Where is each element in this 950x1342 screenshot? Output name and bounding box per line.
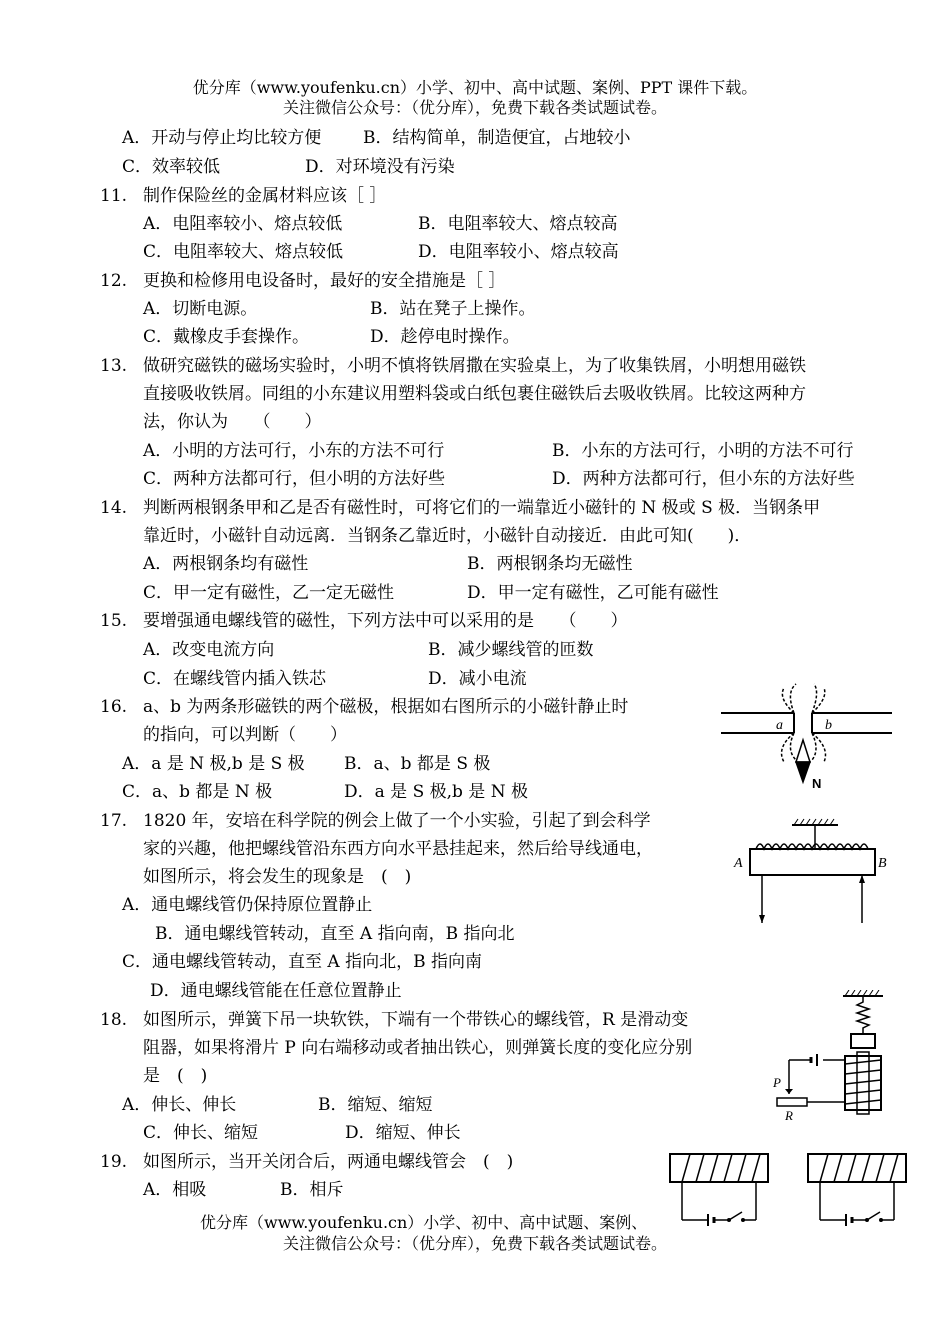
q16-option-b: B．a、b 都是 S 极 (344, 754, 491, 774)
q17-option-b: B．通电螺线管转动，直至 A 指向南，B 指向北 (155, 924, 515, 944)
q18-stem-line-2: 阻器，如果将滑片 P 向右端移动或者抽出铁心，则弹簧长度的变化应分别 (143, 1038, 693, 1058)
q18-option-a: A．伸长、伸长 (122, 1095, 237, 1115)
q14-number: 14. (100, 498, 128, 518)
q10-option-d: D．对环境没有污染 (305, 157, 455, 177)
q15-option-a: A．改变电流方向 (143, 640, 275, 660)
magnet-compass-figure (716, 680, 896, 795)
q10-option-a: A．开动与停止均比较方便 (122, 128, 322, 148)
q16-option-d: D．a 是 S 极,b 是 N 极 (344, 782, 528, 802)
q14-option-a: A．两根钢条均有磁性 (143, 554, 309, 574)
footer-line-1: 优分库（www.youfenku.cn）小学、初中、高中试题、案例、 (200, 1213, 648, 1232)
q14-option-c: C．甲一定有磁性，乙一定无磁性 (143, 583, 395, 603)
q17-stem-line-3: 如图所示，将会发生的现象是 ( ) (143, 867, 412, 887)
q11-option-c: C．电阻率较大、熔点较低 (143, 242, 344, 262)
end-b-label: B (878, 856, 887, 871)
q11-number: 11. (100, 186, 128, 206)
footer-line-2: 关注微信公众号：（优分库），免费下载各类试题试卷。 (282, 1234, 667, 1253)
q18-number: 18. (100, 1010, 128, 1030)
q11-option-d: D．电阻率较小、熔点较高 (418, 242, 619, 262)
q14-stem-line-2: 靠近时，小磁针自动远离．当钢条乙靠近时，小磁针自动接近．由此可知( )． (143, 526, 752, 546)
q14-stem-line-1: 判断两根钢条甲和乙是否有磁性时，可将它们的一端靠近小磁针的 N 极或 S 极．当钢条甲 (143, 498, 821, 518)
q13-option-b: B．小东的方法可行，小明的方法不可行 (552, 441, 854, 461)
pole-b-label: b (825, 718, 832, 733)
q12-option-c: C．戴橡皮手套操作。 (143, 327, 310, 347)
q19-number: 19. (100, 1152, 128, 1172)
q17-number: 17. (100, 811, 128, 831)
q17-option-c: C．通电螺线管转动，直至 A 指向北，B 指向南 (122, 952, 482, 972)
q15-option-d: D．减小电流 (428, 669, 527, 689)
q19-stem: 如图所示，当开关闭合后，两通电螺线管会 ( ) (143, 1152, 514, 1172)
q18-option-b: B．缩短、缩短 (318, 1095, 433, 1115)
header-line-2: 关注微信公众号：（优分库），免费下载各类试题试卷。 (282, 98, 667, 117)
q17-option-a: A．通电螺线管仍保持原位置静止 (122, 895, 373, 915)
q13-stem-line-2: 直接吸收铁屑。同组的小东建议用塑料袋或白纸包裹住磁铁后去吸收铁屑。比较这两种方 (143, 384, 806, 404)
q13-option-d: D．两种方法都可行，但小东的方法好些 (552, 469, 855, 489)
q14-option-d: D．甲一定有磁性，乙可能有磁性 (467, 583, 719, 603)
q11-option-b: B．电阻率较大、熔点较高 (418, 214, 618, 234)
q14-option-b: B．两根钢条均无磁性 (467, 554, 633, 574)
q16-option-a: A．a 是 N 极,b 是 S 极 (122, 754, 305, 774)
q13-number: 13. (100, 356, 128, 376)
q12-option-a: A．切断电源。 (143, 299, 258, 319)
q15-option-c: C．在螺线管内插入铁芯 (143, 669, 327, 689)
q19-option-a: A．相吸 (143, 1180, 207, 1200)
q13-option-c: C．两种方法都可行，但小明的方法好些 (143, 469, 446, 489)
q12-number: 12. (100, 271, 128, 291)
header-line-1: 优分库（www.youfenku.cn）小学、初中、高中试题、案例、PPT 课件下载。 (192, 78, 758, 97)
q16-stem-line-2: 的指向，可以判断（ ） (143, 725, 347, 745)
q15-number: 15. (100, 611, 128, 631)
q16-number: 16. (100, 697, 128, 717)
q11-stem: 制作保险丝的金属材料应该［ ］ (143, 186, 387, 206)
spring-solenoid-figure (765, 990, 905, 1120)
q18-stem-line-1: 如图所示，弹簧下吊一块软铁，下端有一个带铁心的螺线管，R 是滑动变 (143, 1010, 689, 1030)
q17-option-d: D．通电螺线管能在任意位置静止 (150, 981, 402, 1001)
q19-option-b: B．相斥 (280, 1180, 344, 1200)
q16-stem-line-1: a、b 为两条形磁铁的两个磁极，根据如右图所示的小磁针静止时 (143, 697, 629, 717)
q18-stem-line-3: 是 ( ) (143, 1066, 208, 1086)
q13-stem-line-3: 法，你认为 （ ） (143, 412, 322, 432)
q12-option-b: B．站在凳子上操作。 (370, 299, 536, 319)
pole-a-label: a (776, 718, 783, 733)
rheostat-r-label: R (785, 1108, 793, 1120)
q13-option-a: A．小明的方法可行，小东的方法不可行 (143, 441, 445, 461)
q17-stem-line-2: 家的兴趣，他把螺线管沿东西方向水平悬挂起来，然后给导线通电， (143, 839, 653, 859)
suspended-solenoid-figure (730, 815, 900, 930)
slider-p-label: P (773, 1075, 781, 1090)
q12-option-d: D．趁停电时操作。 (370, 327, 520, 347)
q11-option-a: A．电阻率较小、熔点较低 (143, 214, 343, 234)
q16-option-c: C．a、b 都是 N 极 (122, 782, 273, 802)
q13-stem-line-1: 做研究磁铁的磁场实验时，小明不慎将铁屑撒在实验桌上，为了收集铁屑，小明想用磁铁 (143, 356, 806, 376)
needle-n-label: N (812, 776, 822, 791)
q17-stem-line-1: 1820 年，安培在科学院的例会上做了一个小实验，引起了到会科学 (143, 811, 651, 831)
end-a-label: A (734, 856, 743, 871)
q15-stem: 要增强通电螺线管的磁性，下列方法中可以采用的是 （ ） (143, 611, 628, 631)
q10-option-c: C．效率较低 (122, 157, 221, 177)
q15-option-b: B．减少螺线管的匝数 (428, 640, 594, 660)
two-solenoids-figure (668, 1150, 910, 1230)
q12-stem: 更换和检修用电设备时，最好的安全措施是［ ］ (143, 271, 506, 291)
q18-option-d: D．缩短、伸长 (345, 1123, 461, 1143)
q10-option-b: B．结构简单，制造便宜，占地较小 (363, 128, 631, 148)
q18-option-c: C．伸长、缩短 (143, 1123, 259, 1143)
